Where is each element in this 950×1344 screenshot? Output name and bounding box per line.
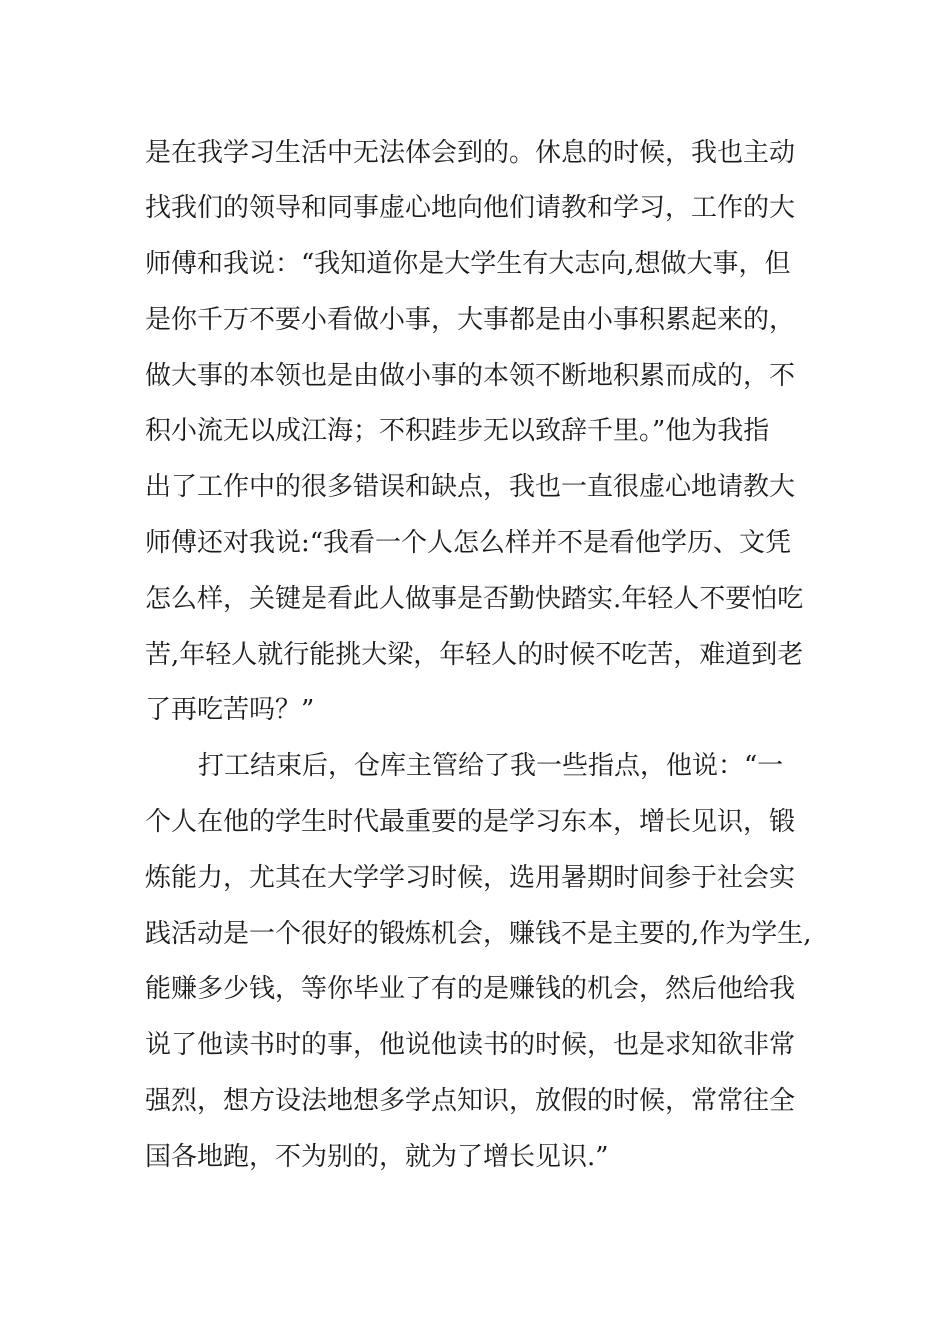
text-line: 出了工作中的很多错误和缺点，我也一直很虚心地请教大 [145,472,796,502]
paragraph-first-line: 打工结束后，仓库主管给了我一些指点，他说：“一 [198,751,784,781]
text-line: 强烈，想方设法地想多学点知识，放假的时候，常常往全 [145,1086,796,1116]
text-line: 找我们的领导和同事虚心地向他们请教和学习，工作的大 [145,193,796,223]
text-line: 师傅和我说：“我知道你是大学生有大志向,想做大事，但 [145,249,791,279]
text-line: 苦,年轻人就行能挑大梁，年轻人的时候不吃苦，难道到老 [145,640,804,670]
text-line: 师傅还对我说:“我看一个人怎么样并不是看他学历、文凭 [145,528,792,558]
text-line: 说了他读书时的事，他说他读书的时候，也是求知欲非常 [145,1030,796,1060]
text-line: 践活动是一个很好的锻炼机会，赚钱不是主要的,作为学生, [145,919,812,949]
text-line: 是你千万不要小看做小事，大事都是由小事积累起来的， [145,305,796,335]
text-line: 怎么样，关键是看此人做事是否勤快踏实.年轻人不要怕吃 [145,584,804,614]
text-line: 了再吃苦吗？” [145,695,315,725]
text-line: 能赚多少钱，等你毕业了有的是赚钱的机会，然后他给我 [145,974,796,1004]
text-line: 做大事的本领也是由做小事的本领不断地积累而成的，不 [145,361,796,391]
text-line: 个人在他的学生时代最重要的是学习东本，增长见识，锻 [145,807,796,837]
text-line: 积小流无以成江海；不积跬步无以致辞千里。”他为我指 [145,416,770,446]
text-line: 炼能力，尤其在大学学习时候，选用暑期时间参于社会实 [145,863,796,893]
text-line: 国各地跑，不为别的，就为了增长见识.” [145,1142,609,1172]
text-line: 是在我学习生活中无法体会到的。休息的时候，我也主动 [145,138,796,168]
